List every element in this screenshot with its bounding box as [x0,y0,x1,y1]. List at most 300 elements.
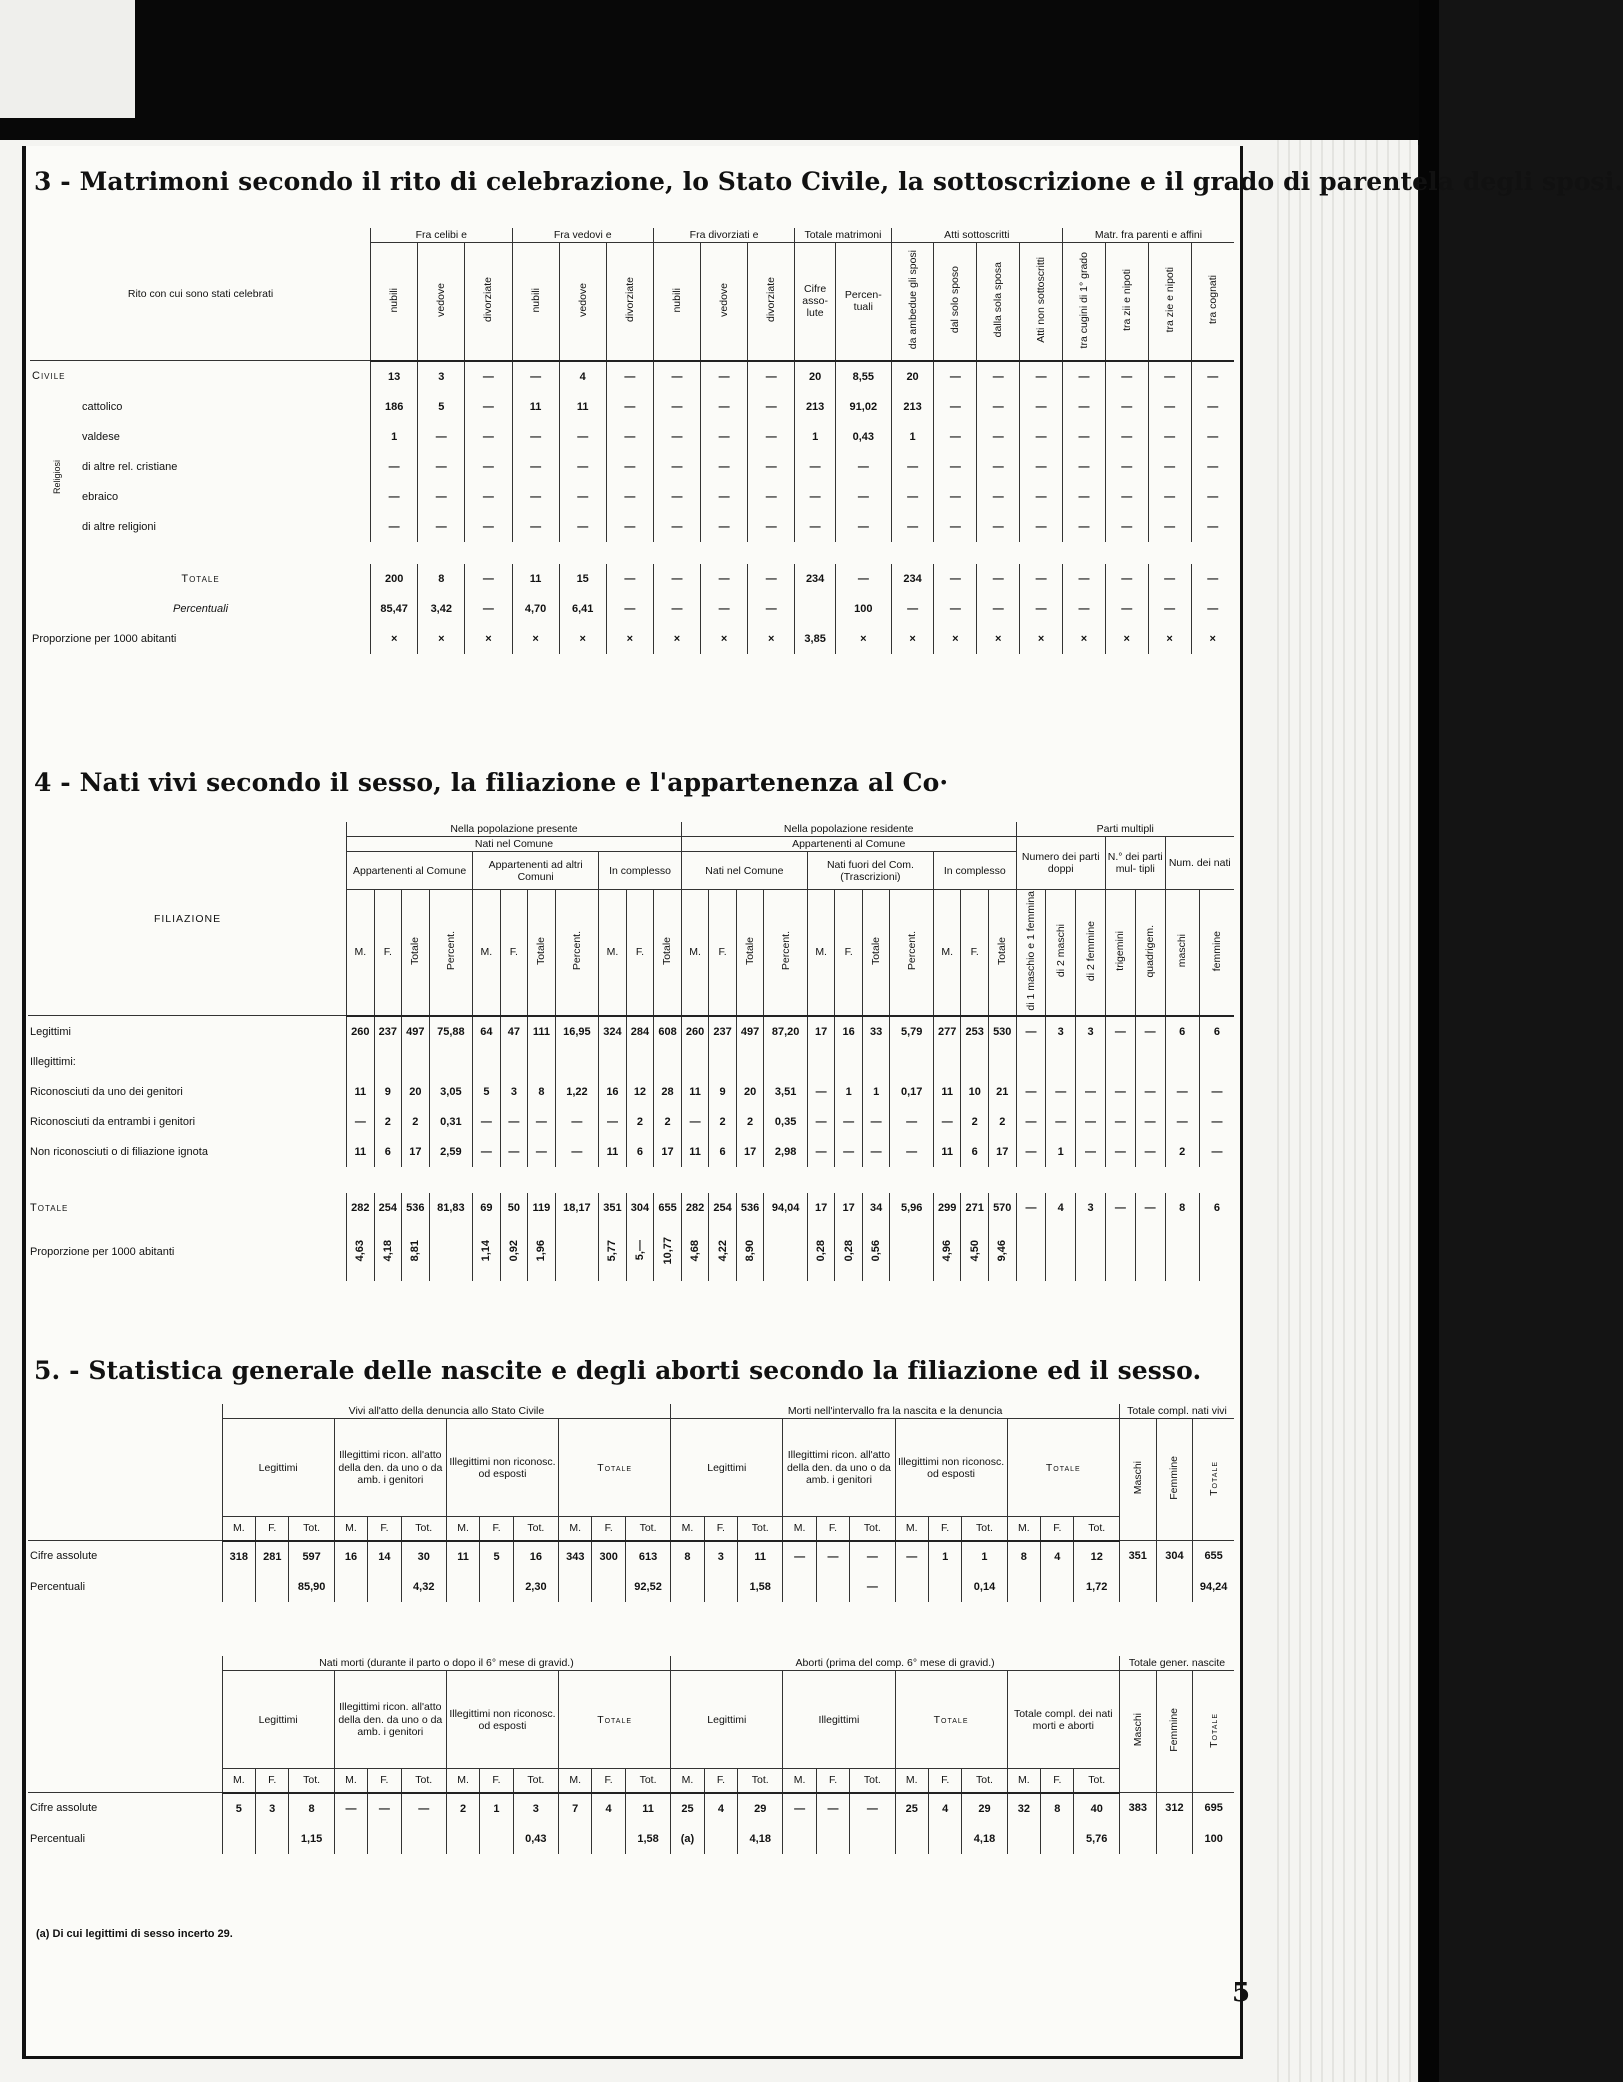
table-cell: 4,18 [381,1239,394,1262]
table-cell: — [701,564,748,594]
table-cell: × [835,624,891,654]
section-5-title: 5. - Statistica generale delle nascite e degli aborti secondo la filiazione ed il sesso. [34,1356,1202,1385]
column-header: Tot. [1074,1517,1119,1541]
table-cell: — [934,482,977,512]
table-cell: 304 [1156,1541,1193,1572]
table-cell: — [606,564,653,594]
table-cell: — [1020,361,1063,392]
row-label: Cifre assolute [30,1802,98,1815]
table-cell [1119,1824,1156,1854]
table-cell: — [1114,1145,1126,1158]
table-cell: — [1144,1085,1156,1098]
column-header: Maschi [1131,1713,1144,1747]
table-cell: 271 [965,1201,984,1214]
table-cell: — [465,482,512,512]
table-cell: — [1025,1201,1037,1214]
table-cell: — [512,452,559,482]
column-header: tra zii e nipoti [1120,268,1133,331]
table-cell: 260 [685,1025,705,1038]
table-cell: — [1063,392,1106,422]
table-cell: 3 [704,1541,737,1572]
table-cell: 4 [592,1793,625,1824]
group-header: Num. dei nati [1165,837,1234,890]
table-cell: — [1144,1145,1156,1158]
table-cell: 17 [661,1145,674,1158]
table-cell: 25 [895,1793,928,1824]
table-cell: 3,05 [440,1085,462,1098]
column-header: Percent. [444,931,457,971]
column-header: M. [222,1517,255,1541]
group-header: Fra celibi e [371,228,512,243]
table-cell: 6,41 [559,594,606,624]
column-header: maschi [1176,934,1189,968]
table-cell [1041,1572,1074,1602]
column-header: F. [256,1517,289,1541]
table-cell: — [418,482,465,512]
table-cell: 2 [747,1115,754,1128]
religious-rites-side-label: Religiosi [52,460,62,495]
table-cell: — [934,564,977,594]
table-cell: — [783,1793,816,1824]
table-cell: 100 [835,594,891,624]
table-cell: — [465,452,512,482]
row-label: Percentuali [30,1580,86,1593]
column-header: M. [689,946,701,959]
table-row [30,361,1234,392]
table-cell: — [1063,361,1106,392]
table-cell: 1 [795,422,836,452]
table-cell: — [1085,1115,1097,1128]
table-cell: — [512,422,559,452]
group-header: Legittimi [671,1671,783,1769]
table-cell: — [783,1541,816,1572]
table-cell [368,1572,401,1602]
table-cell: 16,95 [563,1025,591,1038]
table-cell: 8 [538,1085,545,1098]
table-cell: 0,31 [440,1115,462,1128]
table-cell: — [870,1115,882,1128]
column-header: M. [558,1769,591,1793]
table-cell: — [977,361,1020,392]
section-3-title: 3 - Matrimoni secondo il rito di celebrazione, lo Stato Civile, la sottoscrizione e il grado di parentela degli sposi. [34,167,1623,196]
column-header: Percent. [570,931,583,971]
table-cell: 3 [418,361,465,392]
table-cell: — [559,482,606,512]
table-cell: — [850,1541,895,1572]
table-cell: — [895,1541,928,1572]
table-cell: — [371,512,418,542]
table-cell: 75,88 [437,1025,465,1038]
table-cell: 11 [446,1541,479,1572]
table-cell [368,1824,401,1854]
table-cell: — [1063,512,1106,542]
table-cell: 16 [334,1541,367,1572]
table-row [30,512,1234,542]
table-cell: × [465,624,512,654]
table-cell: 282 [351,1201,370,1214]
table-cell: — [1144,1201,1156,1214]
table-cell: — [1020,564,1063,594]
table-cell: 4,96 [941,1239,954,1262]
table-cell: 21 [996,1085,1009,1098]
table-cell: 5 [222,1793,255,1824]
table-cell: — [1176,1085,1188,1098]
table-cell [480,1572,513,1602]
table-cell: 8 [1179,1201,1186,1214]
table-cell: — [1020,512,1063,542]
table-cell: 2,30 [513,1572,558,1602]
column-header: Totale [996,936,1009,965]
column-header: Totale [1207,1712,1220,1748]
table-row [28,1137,1234,1167]
table-row [28,1047,1234,1077]
live-births-table [28,822,1234,1281]
group-header: In complesso [599,852,682,890]
table-cell: — [1148,482,1191,512]
table-cell: — [835,482,891,512]
table-cell: — [1020,482,1063,512]
column-header: Maschi [1131,1461,1144,1495]
table-cell: 0,17 [900,1085,923,1098]
table-cell: — [606,452,653,482]
table-row [28,1793,1234,1824]
table-cell: 11 [738,1541,783,1572]
column-header: M. [783,1517,816,1541]
table-cell: — [701,392,748,422]
table-cell: — [1105,452,1148,482]
table-cell: 253 [965,1025,984,1038]
group-header: N.° dei parti mul- tipli [1105,837,1165,890]
table-cell: 5 [418,392,465,422]
table-row [30,564,1234,594]
column-header: di 2 maschi [1054,924,1067,978]
table-cell: — [1020,392,1063,422]
table-cell: — [934,422,977,452]
column-header: M. [480,946,493,959]
table-cell: 1,22 [566,1085,588,1098]
table-cell: — [1191,452,1234,482]
table-cell: — [748,564,795,594]
column-header: F. [635,946,645,959]
table-cell: 64 [480,1025,493,1038]
table-cell: 34 [870,1201,883,1214]
table-row [30,452,1234,482]
table-cell: 5 [483,1085,490,1098]
table-cell [928,1824,961,1854]
column-header: M. [1007,1517,1040,1541]
table-cell: — [1063,452,1106,482]
table-cell: — [1055,1085,1067,1098]
table-cell: — [508,1115,520,1128]
table-cell: × [977,624,1020,654]
table-cell: 69 [480,1201,493,1214]
table-cell: 81,83 [437,1201,465,1214]
table-cell: — [1144,1115,1156,1128]
table-cell: — [1025,1115,1037,1128]
table-cell: 1 [1057,1145,1064,1158]
group-header: Totale [1007,1419,1119,1517]
table-cell [558,1824,591,1854]
table-cell: — [368,1793,401,1824]
table-cell: — [559,422,606,452]
table-row [30,422,1234,452]
table-cell: 12 [633,1085,647,1098]
table-cell: — [843,1145,855,1158]
table-cell: — [1148,564,1191,594]
table-cell: — [701,482,748,512]
table-cell: 237 [378,1025,398,1038]
table-cell: 12 [1074,1541,1119,1572]
column-header: M. [895,1769,928,1793]
table-cell [559,1572,592,1602]
table-cell: 10 [968,1085,981,1098]
table-cell: 15 [559,564,606,594]
table-cell: 3,51 [774,1085,797,1098]
section-4-title: 4 - Nati vivi secondo il sesso, la filiazione e l'appartenenza al Co· [34,768,949,797]
column-header: Totale [870,936,883,965]
table-cell: — [934,452,977,482]
column-header: M. [222,1769,255,1793]
table-cell: 11 [625,1793,670,1824]
table-cell: — [1105,482,1148,512]
table-cell: 5,79 [900,1025,923,1038]
table-cell: — [1148,594,1191,624]
table-cell: 2 [446,1793,479,1824]
group-header: Numero dei parti doppi [1016,837,1105,890]
table-cell: 8 [418,564,465,594]
table-cell: 4,22 [716,1239,729,1262]
column-header: tra zie e nipoti [1163,267,1176,333]
table-cell: 282 [685,1201,705,1214]
table-cell [401,1824,446,1854]
column-header: Tot. [625,1517,670,1541]
row-label: Civile [32,370,66,383]
table-cell: × [559,624,606,654]
table-cell: — [334,1793,367,1824]
table-cell: — [891,594,934,624]
table-cell: 200 [371,564,418,594]
table-cell [1007,1824,1040,1854]
row-label: Non riconosciuti o di filiazione ignota [30,1145,208,1158]
stillbirths-abortions-table [28,1656,1234,1854]
table-cell: 1,15 [289,1824,334,1854]
column-header: Tot. [738,1769,783,1793]
column-header: Totale [409,936,422,965]
table-cell: — [653,422,700,452]
table-cell: — [480,1145,492,1158]
table-row [28,1824,1234,1854]
column-header: Percent. [779,931,792,971]
table-cell: — [465,564,512,594]
table-cell: 0,43 [835,422,891,452]
table-cell: — [418,422,465,452]
table-cell: 7 [558,1793,591,1824]
table-cell: — [1148,392,1191,422]
group-header: Illegittimi non riconosc. od esposti [446,1419,558,1517]
table-cell: — [1191,422,1234,452]
table-cell [795,594,836,624]
table-cell: 0,14 [962,1572,1007,1602]
table-cell: 497 [740,1025,760,1038]
table-cell: × [1063,624,1106,654]
table-cell: — [606,482,653,512]
table-cell: 1,96 [535,1239,548,1262]
group-header: Matr. fra parenti e affini [1063,228,1234,243]
table-cell: 234 [891,564,934,594]
table-cell: 3 [1057,1025,1064,1038]
table-cell: — [1063,422,1106,452]
table-cell: — [480,1115,492,1128]
table-cell: — [748,422,795,452]
table-cell: 8 [1041,1793,1074,1824]
table-cell: — [748,392,795,422]
column-header: F. [509,946,518,959]
table-cell [592,1572,625,1602]
table-cell: 16 [842,1025,855,1038]
table-cell: — [1191,361,1234,392]
table-cell: — [816,1793,849,1824]
column-header: nubili [529,287,542,313]
table-cell: 18,17 [563,1201,591,1214]
table-row [30,392,1234,422]
table-cell: 536 [406,1201,425,1214]
group-header: Illegittimi ricon. all'atto della den. da uno o da amb. i genitori [334,1671,446,1769]
table-cell: 6 [1179,1025,1186,1038]
row-label: Riconosciuti da entrambi i genitori [30,1115,196,1128]
table-cell [783,1572,816,1602]
table-cell: 1 [891,422,934,452]
table-cell: — [1055,1115,1067,1128]
group-header: Illegittimi ricon. all'atto della den. da uno o da amb. i genitori [783,1419,895,1517]
stub-header: Rito con cui sono stati celebrati [30,228,371,361]
table-cell: 2 [719,1115,726,1128]
footnote: (a) Di cui legittimi di sesso incerto 29. [36,1928,233,1940]
table-cell: 281 [256,1541,289,1572]
table-cell: 655 [658,1201,677,1214]
group-header: Illegittimi [783,1671,895,1769]
table-cell: (a) [671,1824,704,1854]
table-cell: 11 [689,1085,701,1098]
table-cell: 10,77 [661,1236,674,1265]
table-cell: 2 [664,1115,671,1128]
table-row [28,1572,1234,1602]
table-row [28,1541,1234,1572]
group-header: Totale matrimoni [795,228,891,243]
column-header: F. [816,1769,849,1793]
table-row [28,1107,1234,1137]
table-cell: 11 [606,1145,619,1158]
table-cell: 4,50 [968,1239,981,1262]
table-cell: — [906,1115,918,1128]
table-cell [928,1572,961,1602]
table-cell: 2 [636,1115,643,1128]
table-cell: 17 [842,1201,855,1214]
table-cell: 9 [384,1085,391,1098]
table-cell: 17 [996,1145,1009,1158]
table-cell: — [977,594,1020,624]
table-cell: — [1105,594,1148,624]
table-cell: — [1144,1025,1156,1038]
table-cell: 16 [513,1541,558,1572]
table-cell: — [815,1085,827,1098]
table-cell: 5 [480,1541,513,1572]
table-cell: 4 [559,361,606,392]
row-label: di altre religioni [82,520,156,533]
group-header: Illegittimi non riconosc. od esposti [895,1419,1007,1517]
table-cell: 570 [993,1201,1012,1214]
table-cell: 13 [371,361,418,392]
table-cell: 6 [1213,1025,1221,1038]
group-header: Totale compl. dei nati morti e aborti [1007,1671,1119,1769]
table-cell: 16 [606,1085,619,1098]
table-cell: 304 [630,1201,650,1214]
table-cell: — [1020,452,1063,482]
table-cell: 91,02 [835,392,891,422]
column-header: Totale [1207,1460,1220,1496]
table-cell: — [934,594,977,624]
column-header: Tot. [401,1517,446,1541]
table-cell [783,1824,816,1854]
table-cell: 94,24 [1193,1572,1234,1602]
table-cell: — [1085,1145,1097,1158]
table-cell: — [1191,564,1234,594]
column-header: Tot. [289,1769,334,1793]
table-cell: 5,76 [1074,1824,1119,1854]
table-cell: 6 [636,1145,643,1158]
group-header: Legittimi [671,1419,783,1517]
table-cell: 20 [743,1085,757,1098]
column-header: Totale [661,936,674,965]
table-cell: 47 [507,1025,521,1038]
table-cell: — [653,482,700,512]
table-cell: — [850,1572,895,1602]
column-header: F. [844,946,853,959]
table-cell: — [1085,1085,1097,1098]
table-cell: — [1025,1025,1037,1038]
table-cell [850,1824,895,1854]
table-cell: 260 [351,1025,370,1038]
table-cell: 300 [592,1541,625,1572]
table-cell: — [977,422,1020,452]
table-cell: — [606,594,653,624]
table-cell: 32 [1007,1793,1040,1824]
column-header: Tot. [625,1769,670,1793]
table-cell: 0,56 [870,1239,883,1262]
table-cell: 4,32 [401,1572,446,1602]
table-cell: 8,81 [409,1239,422,1262]
table-cell: — [512,361,559,392]
column-header: dalla sola sposa [992,262,1005,338]
table-cell: 87,20 [771,1025,800,1038]
table-cell: — [1191,512,1234,542]
table-cell: 1 [928,1541,961,1572]
table-cell: — [977,564,1020,594]
table-cell: × [1148,624,1191,654]
column-header: F. [368,1769,401,1793]
table-cell: 3 [1087,1201,1094,1214]
row-label: Proporzione per 1000 abitanti [30,1245,175,1258]
table-cell: — [1191,392,1234,422]
table-cell: — [934,512,977,542]
table-cell: — [1114,1025,1126,1038]
column-header: Femmine [1168,1456,1181,1500]
table-cell: 234 [795,564,836,594]
table-cell [1119,1572,1156,1602]
table-cell: 4,18 [738,1824,783,1854]
group-header: Totale [895,1671,1007,1769]
table-cell: — [1148,452,1191,482]
table-cell: 608 [658,1025,677,1038]
